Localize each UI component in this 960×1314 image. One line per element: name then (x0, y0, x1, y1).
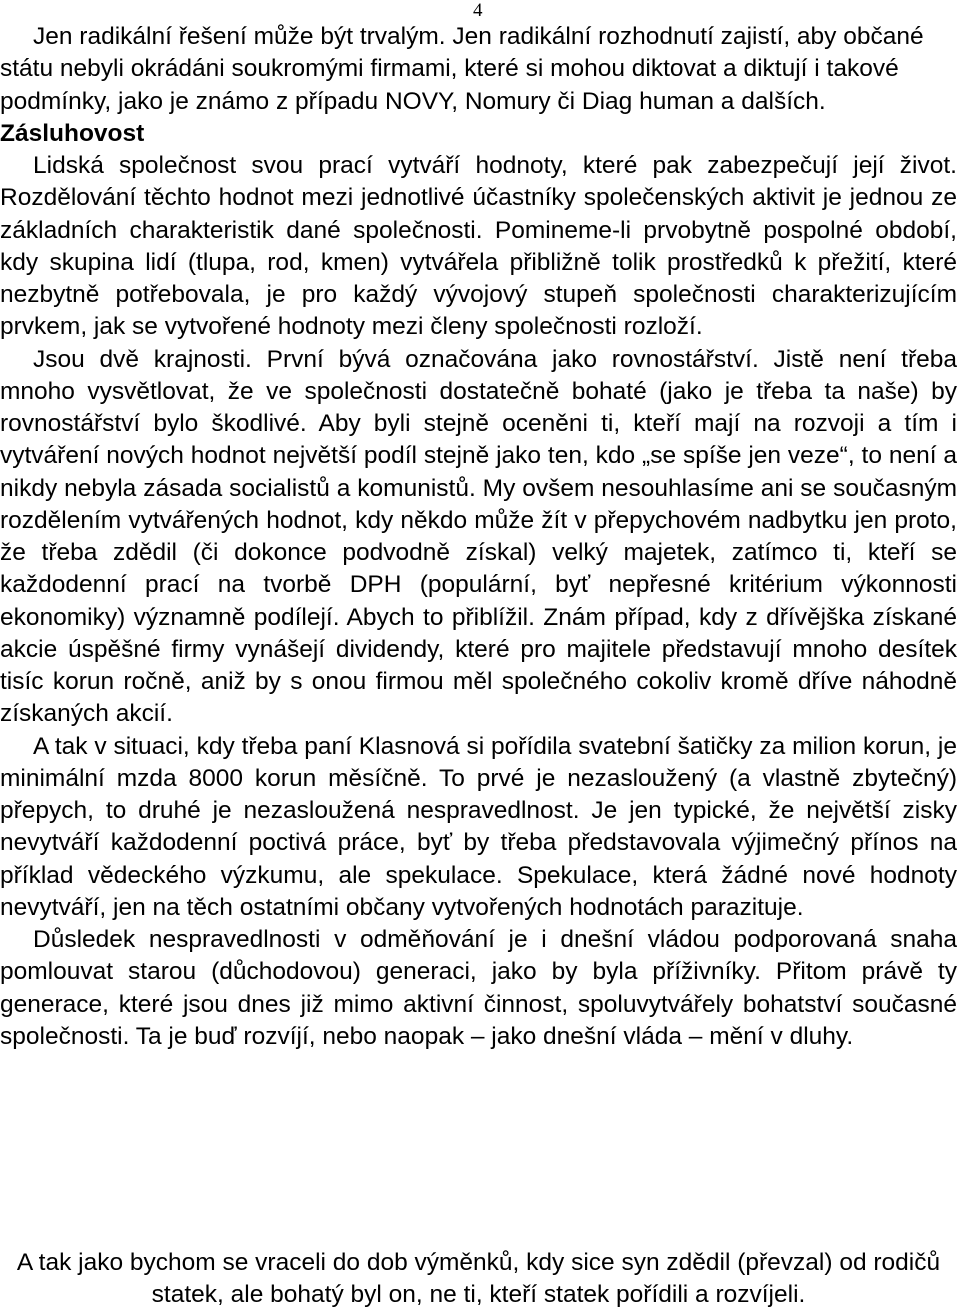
paragraph-2: Jsou dvě krajnosti. První bývá označována jako rovnostářství. Jistě není třeba mnoho vysvětlovat, že ve společnosti dostatečně bohaté (jako je třeba ta naše) by rovnostářství bylo škodlivé. Aby byli stejně oceněni ti, kteří mají na rozvoji a tím i vytváření nových hodnot největší podíl stejně jako ten, kdo „se spíše jen veze“, to není a nikdy nebyla zásada socialistů a komunistů. My ovšem nesouhlasíme ani se současným rozdělením vytvářených hodnot, kdy někdo může žít v přepychovém nadbytku jen proto, že třeba zdědil (či dokonce podvodně získal) velký majetek, zatímco ti, kteří se každodenní prací na tvorbě DPH (populární, byť nepřesné kritérium výkonnosti ekonomiky) významně podílejí. Abych to přiblížil. Znám případ, kdy z dřívějška získané akcie úspěšné firmy vynášejí dividendy, které pro majitele představují mnoho desítek tisíc korun ročně, aniž by s onou firmou měl společného cokoliv kromě dříve náhodně získaných akcií. (0, 345, 957, 728)
paragraph-3: A tak v situaci, kdy třeba paní Klasnová si pořídila svatební šatičky za milion korun, je minimální mzda 8000 korun měsíčně. To prvé je nezasloužený (a vlastně zbytečný) přepych, to druhé je nezasloužená nespravedlnost. Je jen typické, že největší zisky nevytváří každodenní poctivá práce, byť by třeba představovala výjimečný přínos na příklad vědeckého výzkumu, ale spekulace. Spekulace, která žádné nové hodnoty nevytváří, jen na těch ostatními občany vytvořených hodnotách parazituje. (0, 732, 957, 921)
page-number: 4 (473, 0, 483, 21)
intro-paragraph: Jen radikální řešení může být trvalým. Jen radikální rozhodnutí zajistí, aby občané státu nebyli okrádáni soukromými firmami, které si mohou diktovat a diktují i takové podmínky, jako je známo z případu NOVY, Nomury či Diag human a dalších. (0, 23, 924, 115)
paragraph-1: Lidská společnost svou prací vytváří hodnoty, které pak zabezpečují její život. Rozdělování těchto hodnot mezi jednotlivé účastníky společenských aktivit je jednou ze základních charakteristik dané společnosti. Pomineme-li prvobytně pospolné období, kdy skupina lidí (tlupa, rod, kmen) vytvářela přibližně tolik prostředků k přežití, které nezbytně potřebovala, je pro každý vývojový stupeň společnosti charakterizujícím prvkem, jak se vytvořené hodnoty mezi členy společnosti rozloží. (0, 152, 957, 341)
section-heading: Zásluhovost (0, 119, 145, 147)
closing-paragraph: A tak jako bychom se vraceli do dob výměnků, kdy sice syn zdědil (převzal) od rodičů statek, ale bohatý byl on, ne ti, kteří statek pořídili a rozvíjeli. (16, 1249, 941, 1309)
document-body (0, 21, 957, 1053)
paragraph-4: Důsledek nespravedlnosti v odměňování je i dnešní vládou podporovaná snaha pomlouvat starou (důchodovou) generaci, jako by byla příživníky. Přitom právě ty generace, které jsou dnes již mimo aktivní činnost, spoluvytvářely bohatství současné společnosti. Ta je buď rozvíjí, nebo naopak – jako dnešní vláda – mění v dluhy. (0, 926, 957, 1050)
